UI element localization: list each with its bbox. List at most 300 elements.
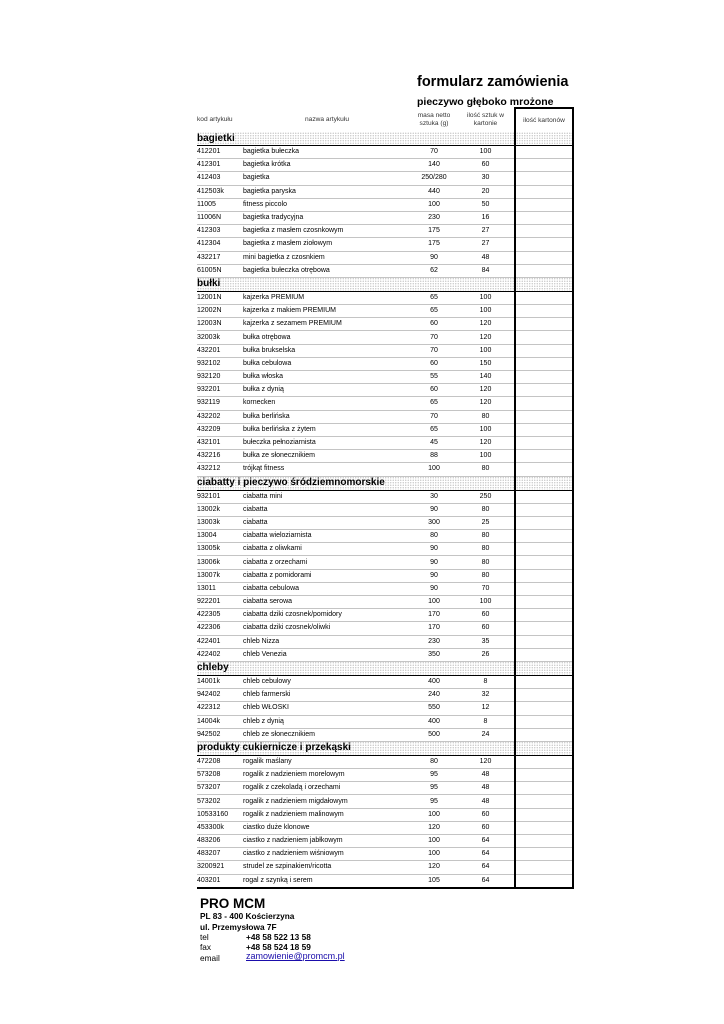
item-qty: 35 <box>457 635 515 648</box>
item-code: 412303 <box>197 225 243 238</box>
item-qty: 100 <box>457 305 515 318</box>
item-name: bułka włoska <box>243 371 411 384</box>
cartons-input-cell[interactable] <box>515 596 573 609</box>
table-row <box>197 582 573 595</box>
header-code: kod artykułu <box>197 116 233 123</box>
table-row <box>197 635 573 648</box>
table-row <box>197 503 573 516</box>
cartons-input-cell[interactable] <box>515 848 573 861</box>
item-code: 13002k <box>197 503 243 516</box>
item-mass: 70 <box>411 410 457 423</box>
table-row <box>197 728 573 741</box>
cartons-input-cell[interactable] <box>515 291 573 304</box>
item-qty: 48 <box>457 251 515 264</box>
cartons-input-cell[interactable] <box>515 357 573 370</box>
item-name: chleb ze słonecznikiem <box>243 728 411 741</box>
item-code: 10533160 <box>197 808 243 821</box>
item-name: ciastko z nadzieniem jabłkowym <box>243 835 411 848</box>
table-body <box>197 132 573 888</box>
item-name: chleb Venezia <box>243 648 411 661</box>
item-name: ciabatta z orzechami <box>243 556 411 569</box>
item-name: ciastko z nadzieniem wiśniowym <box>243 848 411 861</box>
item-name: fitness piccolo <box>243 198 411 211</box>
item-mass: 88 <box>411 450 457 463</box>
item-mass: 400 <box>411 715 457 728</box>
cartons-input-cell[interactable] <box>515 490 573 503</box>
table-row <box>197 318 573 331</box>
item-name: kajzerka z makiem PREMIUM <box>243 305 411 318</box>
item-mass: 95 <box>411 795 457 808</box>
item-name: ciabatta mini <box>243 490 411 503</box>
section-title: bułki <box>197 277 515 291</box>
cartons-input-cell[interactable] <box>515 185 573 198</box>
item-name: strudel ze szpinakiem/ricotta <box>243 861 411 874</box>
cartons-input-cell[interactable] <box>515 821 573 834</box>
item-qty: 64 <box>457 848 515 861</box>
item-mass: 45 <box>411 436 457 449</box>
form-title: formularz zamówienia <box>417 74 569 90</box>
item-name: bułka otrębowa <box>243 331 411 344</box>
cartons-input-cell[interactable] <box>515 689 573 702</box>
cartons-input-cell[interactable] <box>515 582 573 595</box>
table-row <box>197 596 573 609</box>
table-row <box>197 291 573 304</box>
item-qty: 26 <box>457 648 515 661</box>
item-qty: 150 <box>457 357 515 370</box>
email-link[interactable]: zamowienie@promcm.pl <box>246 951 345 961</box>
cartons-input-cell[interactable] <box>515 305 573 318</box>
cartons-input-cell[interactable] <box>515 264 573 277</box>
item-mass: 350 <box>411 648 457 661</box>
item-name: kornecken <box>243 397 411 410</box>
cartons-input-cell[interactable] <box>515 225 573 238</box>
section-row <box>197 277 573 291</box>
item-qty: 32 <box>457 689 515 702</box>
table-row <box>197 689 573 702</box>
item-qty: 120 <box>457 755 515 768</box>
cartons-input-cell[interactable] <box>515 795 573 808</box>
cartons-input-cell[interactable] <box>515 782 573 795</box>
item-name: bułka brukselska <box>243 344 411 357</box>
table-row <box>197 397 573 410</box>
item-code: 483206 <box>197 835 243 848</box>
item-qty: 8 <box>457 715 515 728</box>
item-name: rogalik z nadzieniem morelowym <box>243 769 411 782</box>
table-row <box>197 569 573 582</box>
item-code: 922201 <box>197 596 243 609</box>
item-name: ciabatta dziki czosnek/pomidory <box>243 609 411 622</box>
order-table <box>197 107 574 889</box>
cartons-input-cell[interactable] <box>515 463 573 476</box>
cartons-input-cell[interactable] <box>515 543 573 556</box>
table-row <box>197 357 573 370</box>
cartons-input-cell[interactable] <box>515 503 573 516</box>
item-qty: 64 <box>457 861 515 874</box>
item-code: 13004 <box>197 530 243 543</box>
item-name: bagietka krótka <box>243 159 411 172</box>
item-mass: 62 <box>411 264 457 277</box>
company-name: PRO MCM <box>200 896 266 911</box>
table-row <box>197 371 573 384</box>
item-mass: 65 <box>411 397 457 410</box>
item-code: 432202 <box>197 410 243 423</box>
table-row <box>197 264 573 277</box>
item-mass: 100 <box>411 835 457 848</box>
item-qty: 80 <box>457 463 515 476</box>
item-code: 432212 <box>197 463 243 476</box>
table-row <box>197 225 573 238</box>
cartons-input-cell[interactable] <box>515 675 573 688</box>
cartons-input-cell[interactable] <box>515 397 573 410</box>
item-mass: 175 <box>411 225 457 238</box>
item-code: 422312 <box>197 702 243 715</box>
item-name: kajzerka PREMIUM <box>243 291 411 304</box>
header-cartons: ilość kartonów <box>515 108 573 132</box>
cartons-input-cell[interactable] <box>515 569 573 582</box>
address-line-1: PL 83 - 400 Kościerzyna <box>200 911 295 921</box>
cartons-input-cell[interactable] <box>515 371 573 384</box>
item-mass: 100 <box>411 463 457 476</box>
item-mass: 30 <box>411 490 457 503</box>
table-row <box>197 795 573 808</box>
item-code: 412503k <box>197 185 243 198</box>
item-qty: 70 <box>457 582 515 595</box>
item-mass: 400 <box>411 675 457 688</box>
item-qty: 50 <box>457 198 515 211</box>
item-mass: 55 <box>411 371 457 384</box>
item-mass: 170 <box>411 622 457 635</box>
item-code: 432101 <box>197 436 243 449</box>
item-mass: 140 <box>411 159 457 172</box>
item-mass: 120 <box>411 861 457 874</box>
cartons-input-cell[interactable] <box>515 172 573 185</box>
item-mass: 500 <box>411 728 457 741</box>
table-row <box>197 305 573 318</box>
table-row <box>197 848 573 861</box>
cartons-input-cell[interactable] <box>515 211 573 224</box>
item-name: trójkąt fitness <box>243 463 411 476</box>
cartons-input-cell[interactable] <box>515 808 573 821</box>
item-qty: 60 <box>457 808 515 821</box>
item-mass: 60 <box>411 318 457 331</box>
section-row <box>197 132 573 146</box>
item-mass: 230 <box>411 635 457 648</box>
item-mass: 70 <box>411 146 457 159</box>
item-mass: 240 <box>411 689 457 702</box>
item-qty: 60 <box>457 159 515 172</box>
cartons-input-cell[interactable] <box>515 861 573 874</box>
item-code: 942502 <box>197 728 243 741</box>
item-qty: 12 <box>457 702 515 715</box>
item-qty: 100 <box>457 291 515 304</box>
cartons-input-cell[interactable] <box>515 238 573 251</box>
item-code: 573202 <box>197 795 243 808</box>
item-mass: 65 <box>411 291 457 304</box>
item-mass: 90 <box>411 503 457 516</box>
item-mass: 95 <box>411 769 457 782</box>
item-qty: 250 <box>457 490 515 503</box>
item-mass: 90 <box>411 543 457 556</box>
table-row <box>197 821 573 834</box>
table-row <box>197 675 573 688</box>
item-mass: 440 <box>411 185 457 198</box>
item-code: 13005k <box>197 543 243 556</box>
item-qty: 60 <box>457 609 515 622</box>
item-code: 422305 <box>197 609 243 622</box>
cartons-input-cell[interactable] <box>515 331 573 344</box>
item-mass: 60 <box>411 384 457 397</box>
item-name: bagietka paryska <box>243 185 411 198</box>
table-row <box>197 516 573 529</box>
cartons-input-cell[interactable] <box>515 648 573 661</box>
cartons-input-cell[interactable] <box>515 622 573 635</box>
cartons-input-cell[interactable] <box>515 384 573 397</box>
item-name: chleb farmerski <box>243 689 411 702</box>
section-cartons-cell <box>515 132 573 146</box>
table-row <box>197 530 573 543</box>
table-row <box>197 344 573 357</box>
item-name: bułka cebulowa <box>243 357 411 370</box>
table-row <box>197 835 573 848</box>
table-row <box>197 861 573 874</box>
item-mass: 90 <box>411 251 457 264</box>
section-cartons-cell <box>515 277 573 291</box>
item-qty: 80 <box>457 543 515 556</box>
table-row <box>197 172 573 185</box>
cartons-input-cell[interactable] <box>515 198 573 211</box>
item-code: 932102 <box>197 357 243 370</box>
item-code: 432209 <box>197 423 243 436</box>
item-code: 472208 <box>197 755 243 768</box>
item-code: 422402 <box>197 648 243 661</box>
item-qty: 64 <box>457 835 515 848</box>
item-code: 13003k <box>197 516 243 529</box>
item-qty: 16 <box>457 211 515 224</box>
cartons-input-cell[interactable] <box>515 251 573 264</box>
item-code: 432201 <box>197 344 243 357</box>
item-name: ciabatta z oliwkami <box>243 543 411 556</box>
table-row <box>197 331 573 344</box>
fax-label: fax <box>200 942 212 952</box>
table-row <box>197 648 573 661</box>
item-code: 14001k <box>197 675 243 688</box>
table-row <box>197 490 573 503</box>
cartons-input-cell[interactable] <box>515 755 573 768</box>
item-name: rogalik z nadzieniem malinowym <box>243 808 411 821</box>
email-label: email <box>200 953 220 963</box>
item-code: 483207 <box>197 848 243 861</box>
table-row <box>197 185 573 198</box>
item-qty: 60 <box>457 821 515 834</box>
item-name: bagietka z masłem czosnkowym <box>243 225 411 238</box>
item-code: 13006k <box>197 556 243 569</box>
header-qty-line2: kartonie <box>473 120 498 127</box>
header-mass-line1: masa netto <box>417 112 451 119</box>
item-name: rogalik maślany <box>243 755 411 768</box>
item-code: 12003N <box>197 318 243 331</box>
item-mass: 100 <box>411 198 457 211</box>
table-row <box>197 146 573 159</box>
item-qty: 25 <box>457 516 515 529</box>
item-mass: 80 <box>411 530 457 543</box>
item-code: 432217 <box>197 251 243 264</box>
cartons-input-cell[interactable] <box>515 874 573 888</box>
item-qty: 80 <box>457 503 515 516</box>
item-code: 432216 <box>197 450 243 463</box>
item-code: 932201 <box>197 384 243 397</box>
item-code: 3200921 <box>197 861 243 874</box>
table-row <box>197 556 573 569</box>
cartons-input-cell[interactable] <box>515 556 573 569</box>
cartons-input-cell[interactable] <box>515 609 573 622</box>
address-line-2: ul. Przemysłowa 7F <box>200 922 277 932</box>
section-cartons-cell <box>515 741 573 755</box>
item-qty: 100 <box>457 344 515 357</box>
cartons-input-cell[interactable] <box>515 410 573 423</box>
item-code: 932101 <box>197 490 243 503</box>
item-code: 453300k <box>197 821 243 834</box>
item-mass: 300 <box>411 516 457 529</box>
cartons-input-cell[interactable] <box>515 516 573 529</box>
item-qty: 140 <box>457 371 515 384</box>
header-name: nazwa artykułu <box>305 116 349 123</box>
item-name: bułka z dynią <box>243 384 411 397</box>
table-row <box>197 755 573 768</box>
item-name: ciastko duże klonowe <box>243 821 411 834</box>
item-code: 412403 <box>197 172 243 185</box>
cartons-input-cell[interactable] <box>515 436 573 449</box>
item-mass: 90 <box>411 569 457 582</box>
item-qty: 48 <box>457 782 515 795</box>
cartons-input-cell[interactable] <box>515 318 573 331</box>
table-row <box>197 609 573 622</box>
item-name: bagietka bułeczka otrębowa <box>243 264 411 277</box>
item-qty: 100 <box>457 423 515 436</box>
item-qty: 120 <box>457 397 515 410</box>
cartons-input-cell[interactable] <box>515 344 573 357</box>
cartons-input-cell[interactable] <box>515 728 573 741</box>
table-row <box>197 450 573 463</box>
item-qty: 30 <box>457 172 515 185</box>
item-code: 932120 <box>197 371 243 384</box>
item-qty: 80 <box>457 410 515 423</box>
cartons-input-cell[interactable] <box>515 769 573 782</box>
item-mass: 230 <box>411 211 457 224</box>
item-code: 11006N <box>197 211 243 224</box>
item-code: 932119 <box>197 397 243 410</box>
item-name: rogalik z nadzieniem migdałowym <box>243 795 411 808</box>
item-qty: 20 <box>457 185 515 198</box>
item-code: 573208 <box>197 769 243 782</box>
item-mass: 170 <box>411 609 457 622</box>
item-mass: 95 <box>411 782 457 795</box>
item-name: ciabatta wieloziarnista <box>243 530 411 543</box>
item-code: 32003k <box>197 331 243 344</box>
item-name: bagietka z masłem ziołowym <box>243 238 411 251</box>
item-code: 403201 <box>197 874 243 888</box>
header-qty <box>457 108 515 132</box>
item-qty: 120 <box>457 318 515 331</box>
item-code: 412201 <box>197 146 243 159</box>
section-title: bagietki <box>197 132 515 146</box>
item-qty: 48 <box>457 769 515 782</box>
cartons-input-cell[interactable] <box>515 423 573 436</box>
item-qty: 100 <box>457 450 515 463</box>
item-qty: 8 <box>457 675 515 688</box>
item-name: ciabatta <box>243 516 411 529</box>
header-qty-line1: ilość sztuk w <box>466 112 504 119</box>
item-mass: 65 <box>411 423 457 436</box>
cartons-input-cell[interactable] <box>515 450 573 463</box>
item-qty: 80 <box>457 556 515 569</box>
item-name: chleb cebulowy <box>243 675 411 688</box>
cartons-input-cell[interactable] <box>515 146 573 159</box>
item-qty: 100 <box>457 146 515 159</box>
cartons-input-cell[interactable] <box>515 702 573 715</box>
item-name: bułeczka pełnoziarnista <box>243 436 411 449</box>
item-mass: 80 <box>411 755 457 768</box>
item-qty: 100 <box>457 596 515 609</box>
tel-label: tel <box>200 932 209 942</box>
item-code: 12001N <box>197 291 243 304</box>
section-title: produkty cukiernicze i przekąski <box>197 741 515 755</box>
item-qty: 120 <box>457 384 515 397</box>
item-mass: 100 <box>411 808 457 821</box>
item-mass: 250/280 <box>411 172 457 185</box>
item-qty: 48 <box>457 795 515 808</box>
cartons-input-cell[interactable] <box>515 715 573 728</box>
item-qty: 27 <box>457 238 515 251</box>
item-code: 412301 <box>197 159 243 172</box>
table-row <box>197 251 573 264</box>
table-row <box>197 808 573 821</box>
item-name: bułka berlińska <box>243 410 411 423</box>
section-cartons-cell <box>515 476 573 490</box>
table-row <box>197 769 573 782</box>
item-qty: 80 <box>457 530 515 543</box>
item-code: 14004k <box>197 715 243 728</box>
table-row <box>197 159 573 172</box>
section-title: chleby <box>197 661 515 675</box>
item-name: rogalik z czekoladą i orzechami <box>243 782 411 795</box>
table-row <box>197 384 573 397</box>
item-qty: 60 <box>457 622 515 635</box>
item-code: 942402 <box>197 689 243 702</box>
item-qty: 27 <box>457 225 515 238</box>
item-name: chleb Nizza <box>243 635 411 648</box>
item-mass: 65 <box>411 305 457 318</box>
item-mass: 105 <box>411 874 457 888</box>
item-code: 422306 <box>197 622 243 635</box>
item-mass: 100 <box>411 596 457 609</box>
tel-value: +48 58 522 13 58 <box>246 932 311 942</box>
item-mass: 90 <box>411 582 457 595</box>
item-code: 12002N <box>197 305 243 318</box>
cartons-input-cell[interactable] <box>515 835 573 848</box>
table-header-row <box>197 108 573 132</box>
item-name: ciabatta dziki czosnek/oliwki <box>243 622 411 635</box>
section-cartons-cell <box>515 661 573 675</box>
table-row <box>197 622 573 635</box>
cartons-input-cell[interactable] <box>515 530 573 543</box>
item-name: ciabatta cebulowa <box>243 582 411 595</box>
item-name: chleb WŁOSKI <box>243 702 411 715</box>
section-row <box>197 741 573 755</box>
cartons-input-cell[interactable] <box>515 635 573 648</box>
table-row <box>197 782 573 795</box>
table-row <box>197 198 573 211</box>
cartons-input-cell[interactable] <box>515 159 573 172</box>
